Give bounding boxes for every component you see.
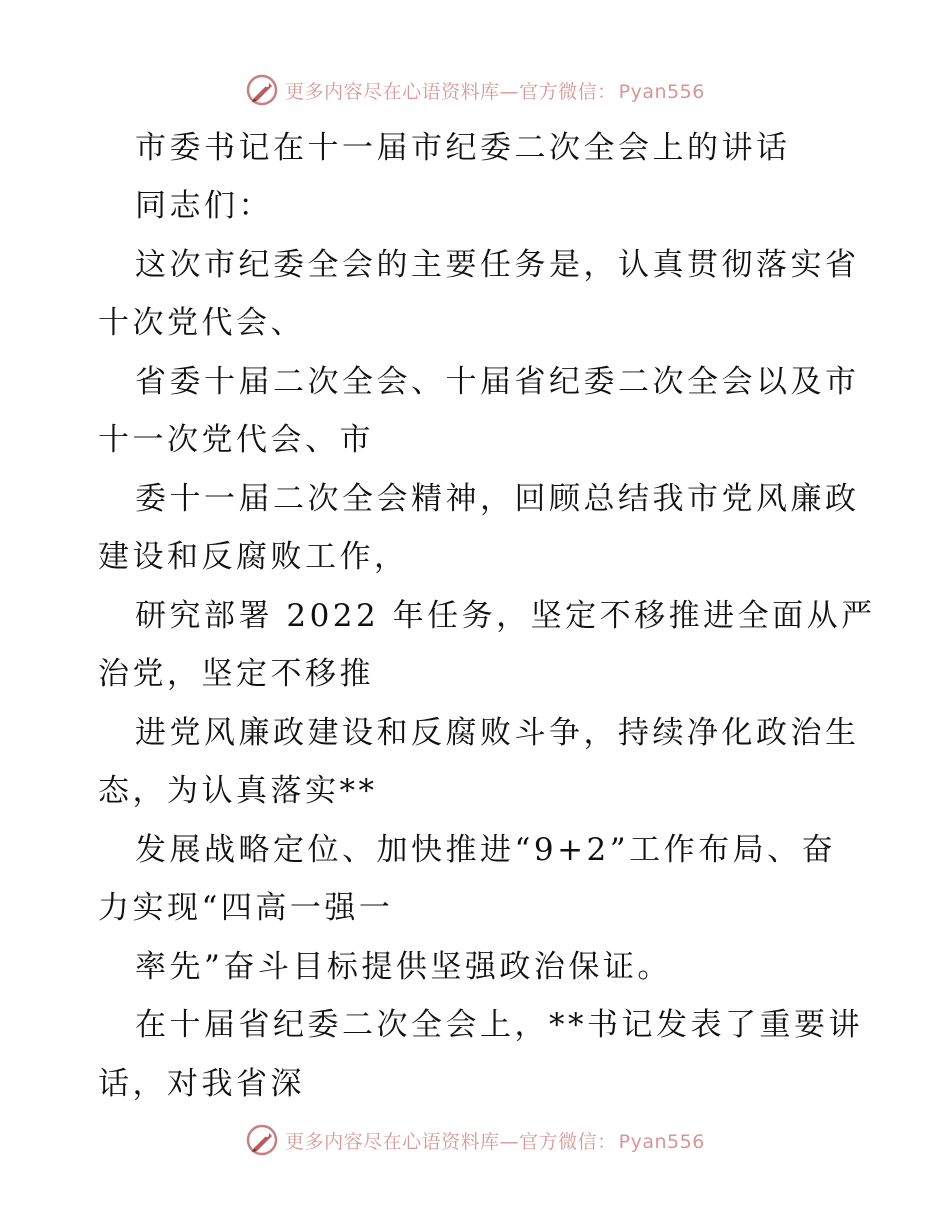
text-line: 研究部署 2022 年任务，坚定不移推进全面从严: [135, 598, 876, 634]
text-line: 态，为认真落实**: [98, 773, 378, 809]
text-line: 建设和反腐败工作，: [98, 539, 409, 575]
wechat-id: Pyan556: [618, 1130, 705, 1153]
salutation: 同志们：: [135, 188, 273, 224]
watermark-label: 更多内容尽在心语资料库—官方微信：: [285, 80, 617, 103]
text-line: 力实现“四高一强一: [98, 890, 394, 926]
wechat-id: Pyan556: [618, 80, 705, 103]
text-line: 在十届省纪委二次全会上，**书记发表了重要讲: [135, 1007, 863, 1043]
text-line: 治党，坚定不移推: [98, 656, 374, 692]
pen-logo-icon: [245, 1123, 279, 1157]
text-line: 发展战略定位、加快推进“9+2”工作布局、奋: [135, 832, 837, 868]
pen-logo-icon: [245, 73, 279, 107]
text-line: 委十一届二次全会精神，回顾总结我市党风廉政: [135, 481, 860, 517]
text-line: 十一次党代会、市: [98, 422, 374, 458]
text-line: 率先”奋斗目标提供坚强政治保证。: [135, 949, 672, 985]
watermark-text: [285, 1127, 705, 1154]
text-line: 话，对我省深: [98, 1066, 305, 1102]
text-line: 进党风廉政建设和反腐败斗争，持续净化政治生: [135, 715, 860, 751]
document-title: 市委书记在十一届市纪委二次全会上的讲话: [135, 130, 791, 166]
text-line: 十次党代会、: [98, 305, 305, 341]
text-line: 这次市纪委全会的主要任务是，认真贯彻落实省: [135, 247, 860, 283]
watermark-text: [285, 77, 705, 104]
footer-watermark: [0, 1120, 950, 1160]
text-line: 省委十届二次全会、十届省纪委二次全会以及市: [135, 364, 860, 400]
watermark-label: 更多内容尽在心语资料库—官方微信：: [285, 1130, 617, 1153]
header-watermark: [0, 70, 950, 110]
